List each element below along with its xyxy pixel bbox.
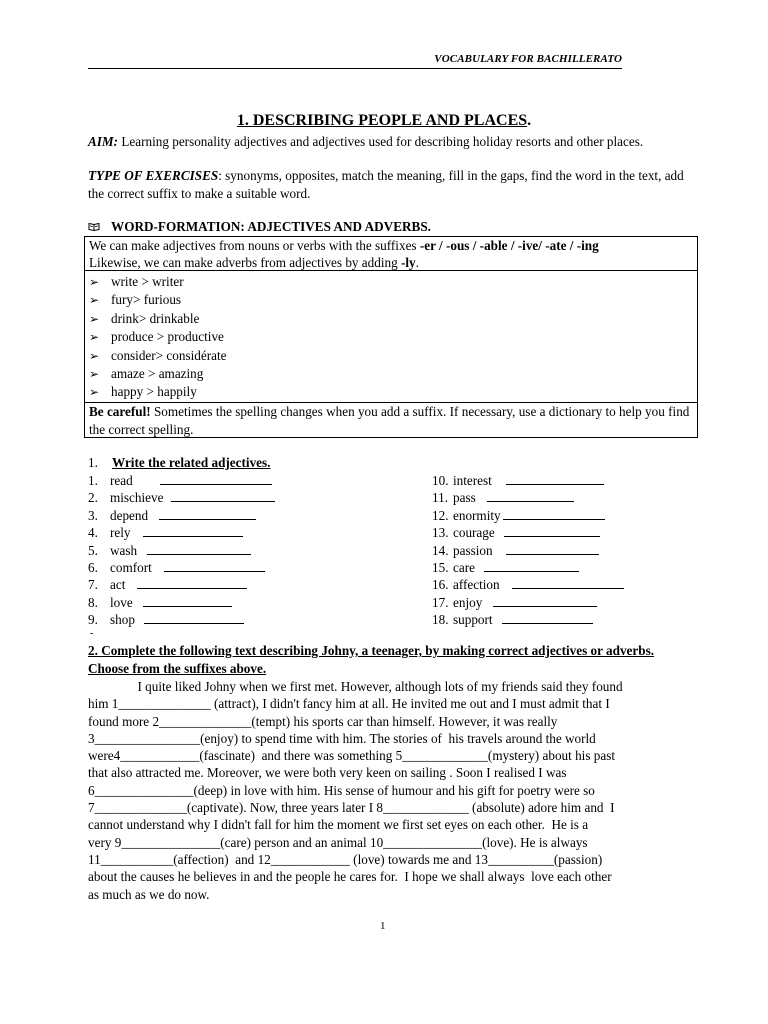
answer-blank[interactable]	[503, 508, 605, 520]
item-number: 12.	[432, 507, 449, 523]
list-item	[89, 273, 697, 291]
text-line: I quite liked Johny when we first met. However, although lots of my friends said they found	[88, 679, 623, 694]
text-line: were4____________(fascinate) and there was something 5_____________(mystery) about his past	[88, 748, 616, 764]
exercise-2-title: Complete the following text describing Johny, a teenager, by making correct adjectives or adverbs. Choose from the suffixes above.	[88, 643, 655, 676]
item-word: comfort	[110, 559, 152, 575]
item-number: 18.	[432, 612, 449, 628]
answer-blank[interactable]	[502, 612, 593, 624]
item-word: affection	[453, 577, 500, 593]
exercise-types-paragraph	[88, 167, 688, 202]
exercise-2-heading	[88, 642, 688, 677]
intro-text-2: Likewise, we can make adverbs from adjectives by adding	[89, 255, 401, 270]
example-text: fury> furious	[111, 292, 182, 308]
answer-blank[interactable]	[487, 490, 574, 502]
item-word: rely	[110, 525, 131, 541]
item-number: 14.	[432, 542, 449, 558]
list-item	[89, 383, 697, 401]
answer-blank[interactable]	[506, 473, 604, 485]
item-word: care	[453, 559, 475, 575]
example-text: drink> drinkable	[111, 310, 200, 326]
careful-label: Be careful!	[89, 404, 151, 419]
arrow-bullet-icon: ➢	[89, 348, 100, 363]
aim-paragraph	[88, 133, 688, 151]
item-number: 4.	[88, 525, 98, 541]
text-line: very 9_______________(care) person and an animal 10_______________(love). He is always	[88, 834, 588, 850]
johny-text-passage	[88, 678, 688, 903]
exercise-1-number: 1.	[88, 455, 98, 470]
examples-list	[85, 271, 697, 402]
word-formation-heading	[88, 219, 431, 235]
answer-blank[interactable]	[171, 490, 275, 502]
careful-note-box	[84, 402, 698, 438]
intro-line-2	[89, 254, 693, 271]
word-item	[88, 611, 275, 628]
answer-blank[interactable]	[164, 560, 265, 572]
aim-text: Learning personality adjectives and adjectives used for describing holiday resorts and other places.	[118, 134, 644, 149]
arrow-bullet-icon: ➢	[89, 366, 100, 381]
intro-text-1: We can make adjectives from nouns or verbs with the suffixes	[89, 238, 420, 253]
item-number: 10.	[432, 473, 449, 488]
word-item	[432, 489, 624, 506]
word-item	[88, 507, 275, 524]
item-number: 7.	[88, 577, 98, 593]
list-item	[89, 291, 697, 309]
list-item	[89, 310, 697, 328]
text-line: 3________________(enjoy) to spend time with him. The stories of his travels around the world	[88, 730, 596, 746]
word-item	[88, 524, 275, 541]
example-text: produce > productive	[111, 329, 224, 345]
word-item	[88, 594, 275, 611]
adjective-suffixes: -er / -ous / -able / -ive/ -ate / -ing	[419, 238, 599, 253]
item-word: passion	[453, 542, 493, 558]
adverb-suffix: -ly	[401, 255, 416, 270]
word-item	[432, 576, 624, 593]
item-number: 15.	[432, 559, 449, 575]
item-word: interest	[453, 473, 492, 488]
header-title: VOCABULARY FOR BACHILLERATO	[434, 53, 622, 65]
item-word: love	[110, 594, 133, 610]
answer-blank[interactable]	[137, 577, 247, 589]
suffix-intro-box	[84, 236, 698, 271]
answer-blank[interactable]	[160, 473, 272, 485]
item-word: pass	[453, 490, 476, 506]
word-item	[88, 559, 275, 576]
item-number: 13.	[432, 525, 449, 541]
word-item	[88, 489, 275, 506]
answer-blank[interactable]	[484, 560, 579, 572]
answer-blank[interactable]	[512, 577, 624, 589]
item-number: 8.	[88, 594, 98, 610]
item-word: enjoy	[453, 594, 483, 610]
item-number: 11.	[432, 490, 448, 506]
example-text: write > writer	[111, 274, 184, 289]
item-number: 6.	[88, 559, 98, 575]
word-item	[432, 594, 624, 611]
exercise-1-heading	[88, 455, 270, 471]
page-number: 1	[380, 920, 386, 932]
word-list-left	[88, 472, 275, 629]
word-item	[88, 576, 275, 593]
list-item	[89, 328, 697, 346]
answer-blank[interactable]	[147, 543, 251, 555]
title-text: DESCRIBING PEOPLE AND PLACES	[252, 112, 528, 129]
arrow-bullet-icon: ➢	[89, 311, 100, 326]
item-word: courage	[453, 525, 495, 541]
item-word: enormity	[453, 507, 501, 523]
text-line: about the causes he believes in and the people he cares for. I hope we shall always love each other	[88, 869, 612, 885]
answer-blank[interactable]	[493, 595, 597, 607]
item-word: depend	[110, 507, 149, 523]
book-icon	[88, 222, 102, 234]
text-line: found more 2______________(tempt) his sports car than himself. However, it was really	[88, 713, 558, 729]
title-suffix: .	[527, 112, 532, 129]
careful-text: Sometimes the spelling changes when you add a suffix. If necessary, use a dictionary to help you find the correct spelling.	[89, 404, 690, 437]
answer-blank[interactable]	[144, 612, 244, 624]
section-title	[0, 112, 768, 130]
example-text: amaze > amazing	[111, 365, 204, 381]
answer-blank[interactable]	[159, 508, 256, 520]
item-word: read	[110, 473, 133, 488]
text-line: 11___________(affection) and 12____________ (love) towards me and 13__________(passion)	[88, 851, 603, 867]
text-line: 7______________(captivate). Now, three years later I 8_____________ (absolute) adore him and I	[88, 800, 615, 816]
text-line: 6_______________(deep) in love with him. His sense of humour and his gift for poetry were so	[88, 782, 595, 798]
item-word: act	[110, 577, 126, 593]
item-number: 3.	[88, 507, 98, 523]
word-item	[432, 559, 624, 576]
arrow-bullet-icon: ➢	[89, 293, 100, 308]
word-formation-title: WORD-FORMATION: ADJECTIVES AND ADVERBS.	[111, 219, 431, 234]
exercise-2-number: 2.	[88, 643, 102, 658]
text-line: cannot understand why I didn't fall for him the moment we first set eyes on each other. He is a	[88, 817, 589, 833]
types-text: : synonyms, opposites, match the meaning, fill in the gaps, find the word in the text, add the correct suffix to make a suitable word.	[88, 168, 684, 201]
item-number: 17.	[432, 594, 449, 610]
item-word: shop	[110, 612, 135, 628]
item-word: wash	[110, 542, 138, 558]
word-item	[432, 472, 624, 489]
text-line: as much as we do now.	[88, 886, 210, 902]
example-text: happy > happily	[111, 384, 197, 400]
list-item	[89, 365, 697, 383]
list-item	[89, 347, 697, 365]
item-number: 9.	[88, 612, 98, 628]
aim-label: AIM:	[88, 134, 119, 149]
example-text: consider> considérate	[111, 347, 227, 363]
arrow-bullet-icon: ➢	[89, 275, 100, 289]
item-word: mischieve	[110, 490, 164, 506]
item-number: 2.	[88, 490, 98, 506]
answer-blank[interactable]	[504, 525, 600, 537]
word-item	[432, 542, 624, 559]
word-item	[88, 472, 275, 489]
word-item	[88, 542, 275, 559]
word-item	[432, 507, 624, 524]
word-list-right	[432, 472, 624, 629]
page-header	[88, 52, 622, 69]
title-number: 1.	[236, 112, 253, 129]
types-label: TYPE OF EXERCISES	[88, 168, 219, 183]
examples-box	[84, 270, 698, 403]
text-line: him 1______________ (attract), I didn't fancy him at all. He invited me out and I must admit that I	[88, 696, 610, 712]
answer-blank[interactable]	[143, 525, 243, 537]
intro-line-1	[89, 237, 693, 254]
answer-blank[interactable]	[143, 595, 232, 607]
answer-blank[interactable]	[506, 543, 599, 555]
arrow-bullet-icon: ➢	[89, 385, 100, 400]
stray-dash: -	[90, 628, 94, 639]
item-number: 1.	[88, 473, 98, 488]
intro-line-2-end: .	[415, 255, 419, 270]
exercise-1-title: Write the related adjectives.	[112, 455, 271, 470]
item-word: support	[453, 612, 493, 628]
word-item	[432, 611, 624, 628]
text-line: that also attracted me. Moreover, we were both very keen on sailing . Soon I realised I was	[88, 765, 567, 781]
item-number: 5.	[88, 542, 98, 558]
word-item	[432, 524, 624, 541]
arrow-bullet-icon: ➢	[89, 330, 100, 345]
item-number: 16.	[432, 577, 449, 593]
